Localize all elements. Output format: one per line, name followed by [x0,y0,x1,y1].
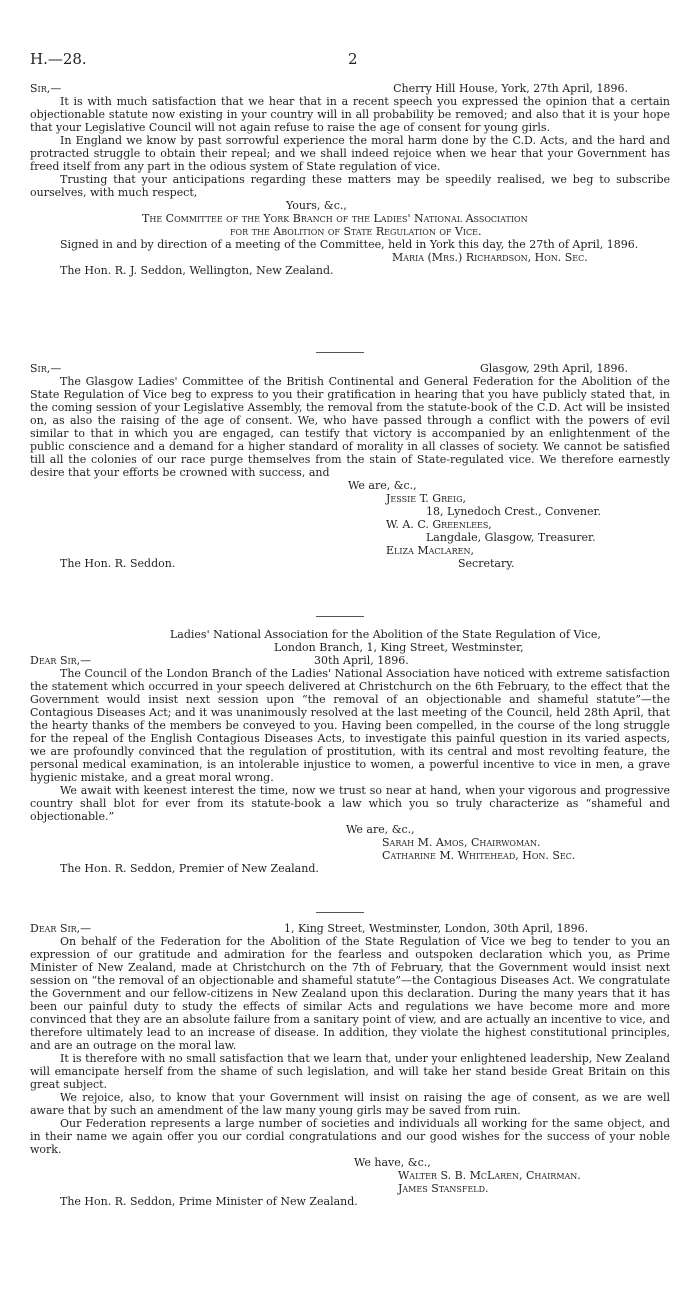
separator-rule [316,616,364,617]
addressee: The Hon. R. J. Seddon, Wellington, New Zealand. [60,264,334,277]
paragraph: It is with much satisfaction that we hear that in a recent speech you expressed the opinion that a certain objectionable statute now existing in your country will in all probability be removed; and also that it is your hope that your Legislative Council will not again refuse to raise the age of consent for young girls. [30,95,670,134]
signed-note: Signed in and by direction of a meeting of the Committee, held in York this day, the 27th of April, 1896. [60,238,639,251]
paragraph: On behalf of the Federation for the Abolition of the State Regulation of Vice we beg to tender to you an expression of our gratitude and admiration for the fearless and outspoken declaration which you, as Prime Minister of New Zealand, made at Christchurch on the 7th of February, that the Government would insist next session on “the removal of an objectionable and shameful statute”—the Contagious Diseases Act. We congratulate the Government and our fellow-citizens in New Zealand upon this declaration. During the many years that it has been our painful duty to study the effects of similar Acts and regulations we have become more and more convinced that they are an absolute failure from a sanitary point of view, and are actually an incentive to vice, and therefore ultimately lead to an increase of disease. In addition, they violate the highest constitutional principles, and are an outrage on the moral law. [30,935,670,1052]
paragraph: The Council of the London Branch of the Ladies' National Association have noticed with extreme satisfaction the statement which occurred in your speech delivered at Christchurch on the 6th February, to the effect that the Government would insist next session upon “the removal of an objectionable and shameful statute”—the Contagious Diseases Act; and it was unanimously resolved at the last meeting of the Council, held 28th April, that the hearty thanks of the members be conveyed to you. Having been compelled, in the course of the long struggle for the repeal of the English Contagious Diseases Acts, to investigate this painful question in its varied aspects, we are profoundly convinced that the regulation of prostitution, with its central and most revolting feature, the personal medical examination, is an intolerable injustice to women, a powerful incentive to vice in men, a grave hygienic mistake, and a great moral wrong. [30,667,670,784]
signatory-name: Jessie T. Greig, [386,492,466,505]
paragraph: We await with keenest interest the time, now we trust so near at hand, when your vigorous and progressive country shall blot for ever from its statute-book a law which you so truly characterize as “shameful and objectionable.” [30,784,670,823]
salutation: Dear Sir,— [30,654,92,667]
committee-name: The Committee of the York Branch of the Ladies' National Association [142,212,528,225]
place-date: 1, King Street, Westminster, London, 30th April, 1896. [284,922,589,935]
paragraph: Our Federation represents a large number of societies and individuals all working for the same object, and in their name we again offer you our cordial congratulations and our good wishes for the success of your noble work. [30,1117,670,1156]
closing: We have, &c., [354,1156,431,1169]
separator-rule [316,352,364,353]
paragraph: In England we know by past sorrowful experience the moral harm done by the C.D. Acts, and the hard and protracted struggle to obtain their repeal; and we shall indeed rejoice when we hear that your Government has freed itself from any part in the odious system of State regulation of vice. [30,134,670,173]
signatory: Catharine M. Whitehead, Hon. Sec. [382,849,576,862]
addressee: The Hon. R. Seddon, Prime Minister of New Zealand. [60,1195,358,1208]
signatory-detail: Langdale, Glasgow, Treasurer. [426,531,596,544]
separator-rule [316,912,364,913]
signatory-name: W. A. C. Greenlees, [386,518,492,531]
organisation-address: London Branch, 1, King Street, Westminster, [274,641,524,654]
letter-york [30,82,670,277]
salutation: Sir,— [30,362,62,375]
signatory-detail: 18, Lynedoch Crest., Convener. [426,505,602,518]
salutation: Dear Sir,— [30,922,92,935]
addressee: The Hon. R. Seddon, Premier of New Zealand. [60,862,319,875]
organisation-line: Ladies' National Association for the Abolition of the State Regulation of Vice, [170,628,601,641]
paragraph: It is therefore with no small satisfaction that we learn that, under your enlightened leadership, New Zealand will emancipate herself from the shame of such legislation, and will take her stand beside Great Britain on this great subject. [30,1052,670,1091]
addressee: The Hon. R. Seddon. [60,557,176,570]
letter-london-branch [30,628,670,875]
signatory-name: Eliza Maclaren, [386,544,474,557]
signatory: Sarah M. Amos, Chairwoman. [382,836,541,849]
letter-glasgow [30,362,670,570]
signatory: James Stansfeld. [398,1182,489,1195]
place-date: Glasgow, 29th April, 1896. [479,362,628,375]
paragraph: Trusting that your anticipations regarding these matters may be speedily realised, we beg to subscribe ourselves, with much respect, [30,173,670,199]
letter-date: 30th April, 1896. [314,654,409,667]
paragraph: The Glasgow Ladies' Committee of the British Continental and General Federation for the Abolition of the State Regulation of Vice beg to express to you their gratification in hearing that you have publicly stated that, in the coming session of your Legislative Assembly, the removal from the statute-book of the C.D. Act will be insisted on, as also the raising of the age of consent. We, who have passed through a conflict with the powers of evil similar to that in which you are engaged, can testify that victory is accompanied by an enlightenment of the public conscience and a demand for a higher standard of morality in all classes of society. We cannot be satisfied till all the colonies of our race purge themselves from the stain of State-regulated vice. We therefore earnestly desire that your efforts be crowned with success, and [30,375,670,479]
letter-federation [30,922,670,1208]
paragraph: We rejoice, also, to know that your Government will insist on raising the age of consent, as we are well aware that by such an amendment of the law many young girls may be saved from ruin. [30,1091,670,1117]
committee-name-continued: for the Abolition of State Regulation of Vice. [230,225,482,238]
signatory-detail: Secretary. [458,557,515,570]
place-date: Cherry Hill House, York, 27th April, 1896. [393,82,628,95]
closing: We are, &c., [346,823,415,836]
page-header [30,50,670,72]
closing: Yours, &c., [286,199,347,212]
closing: We are, &c., [348,479,417,492]
paper-reference: H.—28. [30,50,87,68]
signatory: Walter S. B. McLaren, Chairman. [398,1169,581,1182]
page-number: 2 [348,50,358,68]
signatory: Maria (Mrs.) Richardson, Hon. Sec. [392,251,588,264]
salutation: Sir,— [30,82,62,95]
